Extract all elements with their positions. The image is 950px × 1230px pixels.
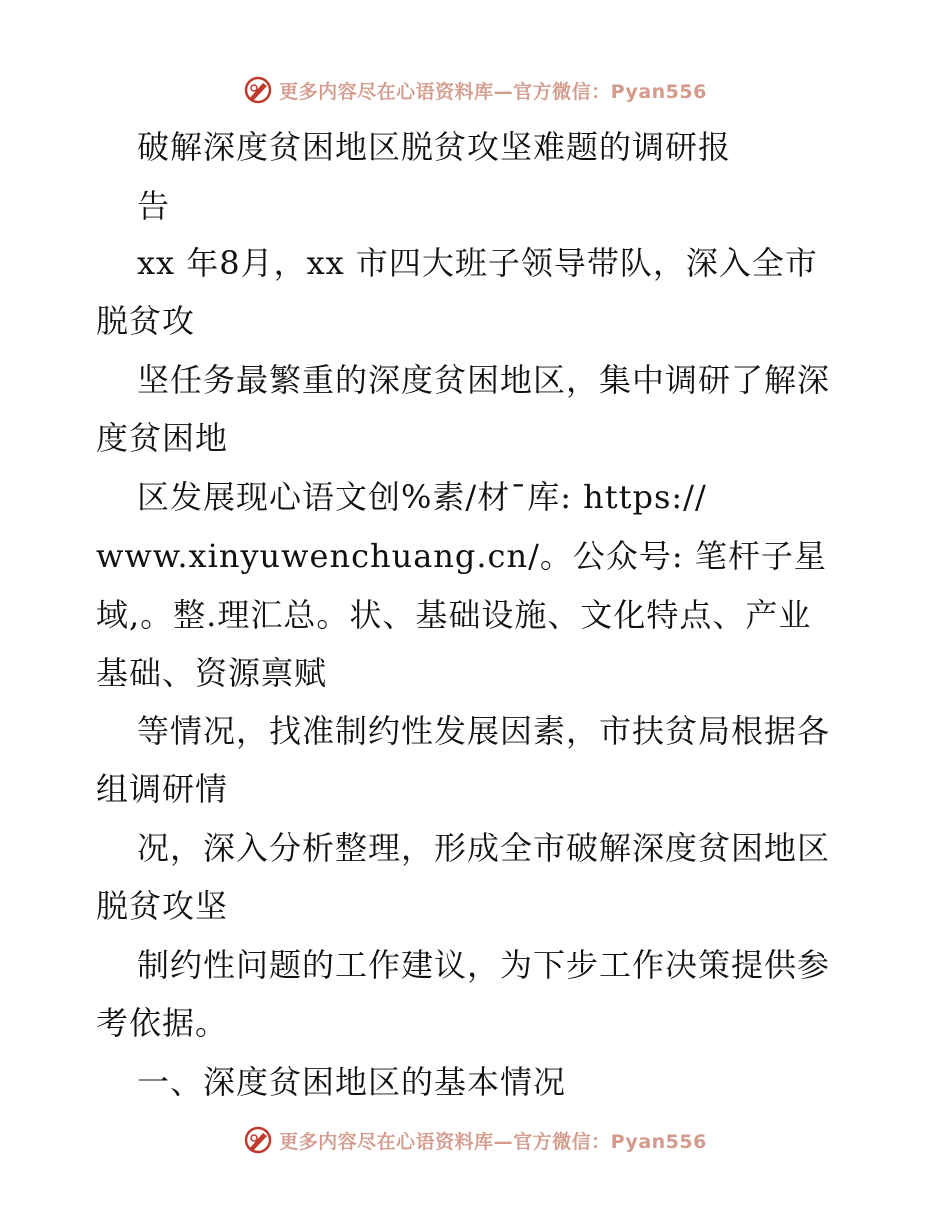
paragraph-line: 脱贫攻 xyxy=(96,302,196,340)
paragraph-line: 考依据。 xyxy=(96,1004,229,1042)
paragraph-line: 制约性问题的工作建议，为下步工作决策提供参 xyxy=(137,946,831,984)
paragraph-line: www.xinyuwenchuang.cn/。公众号: 笔杆子星 xyxy=(96,537,827,575)
document-title-line-1: 破解深度贫困地区脱贫攻坚难题的调研报 xyxy=(137,128,732,166)
watermark-text: 更多内容尽在心语资料库—官方微信：Pyan556 xyxy=(279,1130,707,1153)
footer-watermark-banner xyxy=(0,1120,950,1160)
paragraph-line: 脱贫攻坚 xyxy=(96,887,229,925)
section-heading: 一、深度贫困地区的基本情况 xyxy=(137,1063,567,1101)
paragraph-line: xx 年8月，xx 市四大班子领导带队，深入全市 xyxy=(137,244,818,282)
document-title-line-2: 告 xyxy=(137,187,171,225)
paragraph-line: 基础、资源禀赋 xyxy=(96,654,328,692)
watermark-text: 更多内容尽在心语资料库—官方微信：Pyan556 xyxy=(279,80,707,103)
pen-seal-logo-icon xyxy=(243,75,273,105)
paragraph-line: 况，深入分析整理，形成全市破解深度贫困地区 xyxy=(137,829,831,867)
paragraph-line: 区发展现心语文创%素/材¯库: https:// xyxy=(137,478,707,516)
paragraph-line: 坚任务最繁重的深度贫困地区，集中调研了解深 xyxy=(137,361,831,399)
header-watermark-banner xyxy=(0,70,950,110)
pen-seal-logo-icon xyxy=(243,1125,273,1155)
paragraph-line: 域,。整.理汇总。状、基础设施、文化特点、产业 xyxy=(96,596,812,634)
paragraph-line: 组调研情 xyxy=(96,770,229,808)
paragraph-line: 度贫困地 xyxy=(96,419,229,457)
paragraph-line: 等情况，找准制约性发展因素，市扶贫局根据各 xyxy=(137,712,831,750)
